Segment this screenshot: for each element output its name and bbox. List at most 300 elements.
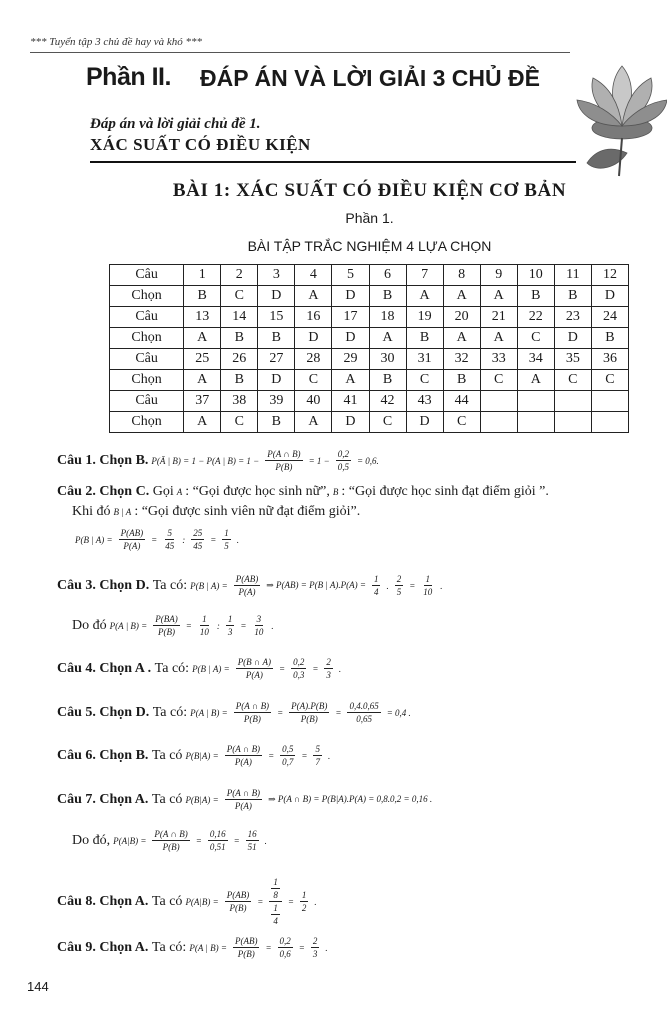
denominator: 0,7 [282,757,294,767]
row-header-cell: Câu [110,349,184,370]
table-cell: A [517,370,554,391]
table-cell: A [480,328,517,349]
fraction [225,890,252,913]
fraction [347,701,380,724]
table-cell: D [332,286,369,307]
formula-text: = [210,534,217,545]
table-cell: A [480,286,517,307]
denominator: 0,65 [356,714,372,724]
formula-text: . [314,896,317,907]
denominator: 5 [224,541,229,551]
table-cell: C [480,370,517,391]
numerator: 1 [227,614,233,624]
fraction [395,574,404,597]
table-cell: B [406,328,443,349]
formula-text: = [185,620,192,631]
table-cell [480,391,517,412]
denominator [269,902,282,926]
formula-text: . [386,580,389,591]
table-cell: 17 [332,307,369,328]
fraction [198,614,211,637]
numerator: 0,2 [279,936,291,946]
table-cell [591,412,628,433]
table-cell: 29 [332,349,369,370]
denominator: P(A) [234,801,252,811]
book-header: *** Tuyển tập 3 chủ đề hay và khó *** [30,36,202,48]
answer-label: Câu 6. Chọn B. [57,747,149,763]
numerator: 1 [273,903,278,913]
denominator: P(A) [245,670,263,680]
formula-text: = [151,534,158,545]
formula-text: = [409,580,416,591]
section-title: Phần 1. [345,210,394,226]
table-cell: A [184,328,221,349]
table-cell: A [332,370,369,391]
denominator: P(B) [162,842,180,852]
denominator: 8 [273,890,278,900]
table-cell: 19 [406,307,443,328]
fraction [222,528,231,551]
table-cell: B [258,328,295,349]
table-cell: D [332,412,369,433]
numerator: 2 [326,657,331,667]
table-cell: 15 [258,307,295,328]
table-cell [591,391,628,412]
numerator: P(A ∩ B) [226,788,261,798]
formula-text: P(B | A) = [75,534,113,545]
answer-6 [57,744,333,767]
formula-text: = [287,896,294,907]
answer-2 [57,484,549,500]
fraction [163,528,176,551]
formula-text: = [265,942,272,953]
row-header-cell: Chọn [110,286,184,307]
table-cell: 8 [443,265,480,286]
denominator: P(A) [123,541,141,551]
table-cell: C [221,412,258,433]
table-cell: A [295,286,332,307]
exercise-title: BÀI TẬP TRẮC NGHIỆM 4 LỰA CHỌN [247,238,492,254]
numerator: 5 [167,528,172,538]
table-cell: B [184,286,221,307]
formula-text: = [268,750,275,761]
table-row [110,391,629,412]
table-cell: 1 [184,265,221,286]
table-cell: B [221,370,258,391]
table-row [110,349,629,370]
table-cell: 25 [184,349,221,370]
fraction [236,657,273,680]
table-cell: 28 [295,349,332,370]
lesson-title: BÀI 1: XÁC SUẤT CÓ ĐIỀU KIỆN CƠ BẢN [172,180,567,201]
formula-text: = 0,4 . [386,707,411,718]
formula-text: P(B|A) = [185,794,219,805]
formula-text: = [257,896,264,907]
numerator: 25 [193,528,203,538]
numerator: P(A ∩ B) [267,449,301,459]
answer-7 [57,788,435,811]
numerator: 1 [425,574,431,584]
formula-text: . [325,942,328,953]
numerator: P(AB) [235,574,259,584]
denominator: 0,51 [209,842,226,852]
table-cell: 33 [480,349,517,370]
table-cell [554,412,591,433]
table-cell: 16 [295,307,332,328]
table-cell: C [517,328,554,349]
numerator: 3 [256,614,262,624]
fraction [225,744,262,767]
text: Do đó [72,617,107,633]
text: : “Gọi được học sinh đạt điểm giỏi ”. [341,484,549,499]
table-cell: 37 [184,391,221,412]
table-cell: 23 [554,307,591,328]
fraction [234,701,271,724]
table-cell [517,391,554,412]
page-number: 144 [27,979,49,994]
denominator: 7 [315,757,320,767]
formula-text: = [335,707,342,718]
row-header-cell: Câu [110,265,184,286]
table-cell [480,412,517,433]
numerator: 0,2 [293,657,305,667]
table-cell: 22 [517,307,554,328]
table-cell: 39 [258,391,295,412]
row-header-cell: Chọn [110,412,184,433]
variable: B [332,487,339,497]
denominator: P(B) [275,462,293,472]
formula-text: . [327,750,331,761]
fraction [225,788,262,811]
answer-2-line2 [72,504,360,520]
formula-text: P(B | A) = [190,580,228,591]
denominator: P(B) [158,627,175,637]
table-cell: 36 [591,349,628,370]
formula-text: P(A | B) = [189,942,227,953]
table-cell: D [332,328,369,349]
fraction [271,877,280,900]
denominator: P(B) [237,949,255,959]
text: Ta có [151,747,183,763]
table-cell: A [443,328,480,349]
table-cell: B [517,286,554,307]
table-cell: A [406,286,443,307]
table-cell: B [554,286,591,307]
numerator: 0,2 [337,449,349,459]
formula-text: = [277,707,284,718]
table-cell: 5 [332,265,369,286]
denominator: 10 [423,587,433,597]
fraction [153,614,180,637]
formula-text: = [279,663,286,674]
answer-1 [57,449,382,472]
table-cell: A [443,286,480,307]
denominator: P(A) [238,587,256,597]
fraction [336,449,351,472]
table-cell: C [591,370,628,391]
text: Ta có [151,791,183,807]
formula-text: P(B|A) = [185,750,219,761]
numerator: 2 [396,574,402,584]
table-cell: 30 [369,349,406,370]
answer-label: Câu 4. Chọn A . [57,660,152,676]
answer-label: Câu 5. Chọn D. [57,704,150,720]
text: Ta có: [151,939,187,955]
formula-text: . [440,580,443,591]
answer-8 [57,877,320,926]
table-row [110,265,629,286]
fraction [280,744,295,767]
table-cell: B [221,328,258,349]
numerator: P(AB) [234,936,258,946]
fraction [289,701,329,724]
denominator: 0,3 [293,670,305,680]
table-cell: 26 [221,349,258,370]
fraction [300,890,309,913]
denominator: 0,6 [279,949,291,959]
fraction [233,936,260,959]
denominator: 4 [373,587,379,597]
fraction [311,936,320,959]
table-cell [554,391,591,412]
table-cell: 4 [295,265,332,286]
table-cell: 7 [406,265,443,286]
table-row [110,286,629,307]
table-cell: 13 [184,307,221,328]
fraction [265,449,302,472]
fraction [119,528,146,551]
text: Ta có: [152,577,188,593]
variable: A [176,487,183,497]
table-cell: C [369,412,406,433]
numerator: 1 [224,528,229,538]
table-cell: 3 [258,265,295,286]
formula-text: : [216,620,220,631]
answer-2-formula [72,528,242,551]
table-cell: 40 [295,391,332,412]
table-cell: B [443,370,480,391]
table-cell: 43 [406,391,443,412]
formula-text: P(Ā | B) = 1 − P(A | B) = 1 − [151,455,260,466]
table-cell: 31 [406,349,443,370]
formula-text: = 0,6. [356,455,379,466]
numerator: 16 [247,829,257,839]
formula-text: = [298,942,305,953]
formula-text: = [195,835,202,846]
fraction [313,744,322,767]
numerator: 5 [315,744,320,754]
formula-text: : [182,534,186,545]
table-cell: 32 [443,349,480,370]
answer-7-line2 [72,829,270,852]
text: Ta có: [154,660,190,676]
denominator: P(A) [234,757,252,767]
row-header-cell: Chọn [110,370,184,391]
denominator: 45 [165,541,175,551]
denominator: 0,5 [337,462,349,472]
table-cell: 14 [221,307,258,328]
denominator: 10 [199,627,209,637]
fraction [291,657,306,680]
fraction [226,614,235,637]
numerator: P(A ∩ B) [235,701,270,711]
table-cell: C [406,370,443,391]
table-cell: 11 [554,265,591,286]
formula-text: = [233,835,240,846]
answer-label: Câu 2. Chọn C. [57,484,150,499]
part-label: Phần II. [86,63,171,91]
table-cell: D [295,328,332,349]
denominator: 5 [396,587,402,597]
denominator: 3 [326,670,331,680]
table-cell: 38 [221,391,258,412]
table-cell: D [406,412,443,433]
topic-title: XÁC SUẤT CÓ ĐIỀU KIỆN [90,135,311,154]
formula-text: = [240,620,247,631]
numerator: P(AB) [120,528,144,538]
fraction [191,528,204,551]
row-header-cell: Câu [110,307,184,328]
denominator: P(B) [243,714,261,724]
answer-5 [57,701,414,724]
denominator: 10 [254,627,264,637]
table-cell: 27 [258,349,295,370]
denominator: 2 [301,903,307,913]
denominator: 3 [312,949,318,959]
table-cell: C [443,412,480,433]
denominator: P(B) [300,714,318,724]
formula-text: = [301,750,308,761]
table-cell: B [591,328,628,349]
numerator: 0,4.0,65 [349,701,379,711]
formula-text: = 1 − [308,455,330,466]
numerator: 1 [373,574,379,584]
fraction [278,936,293,959]
fraction [252,614,265,637]
table-cell: C [221,286,258,307]
numerator: P(B ∩ A) [237,657,272,667]
numerator: P(BA) [155,614,178,624]
fraction [208,829,228,852]
answer-3-line2 [72,614,277,637]
answer-3 [57,574,446,597]
row-header-cell: Câu [110,391,184,412]
header-rule [30,52,570,53]
topic-underline [90,161,576,163]
numerator: 0,5 [282,744,294,754]
table-cell: 44 [443,391,480,412]
table-cell: 35 [554,349,591,370]
formula-text: . [236,534,240,545]
table-cell: 12 [591,265,628,286]
table-row [110,370,629,391]
table-row [110,412,629,433]
denominator: 3 [227,627,233,637]
table-row [110,328,629,349]
table-cell: 6 [369,265,406,286]
fraction [372,574,381,597]
table-cell: 34 [517,349,554,370]
numerator [269,877,282,902]
denominator: 4 [273,916,278,926]
table-cell: 21 [480,307,517,328]
numerator: 1 [202,614,207,624]
subtitle: Đáp án và lời giải chủ đề 1. [90,116,261,132]
numerator: P(A ∩ B) [154,829,188,839]
formula-text: P(A|B) = [113,835,147,846]
answer-label: Câu 1. Chọn B. [57,452,149,468]
table-cell [517,412,554,433]
numerator: 2 [312,936,318,946]
variable: B | A [113,507,132,517]
fraction [234,574,261,597]
formula-text: . [271,620,274,631]
numerator: 1 [301,890,307,900]
part-title: ĐÁP ÁN VÀ LỜI GIẢI 3 CHỦ ĐỀ [200,65,540,91]
fraction [152,829,189,852]
fraction [421,574,434,597]
numerator: P(A ∩ B) [226,744,261,754]
row-header-cell: Chọn [110,328,184,349]
formula-text: P(A|B) = [185,896,219,907]
table-cell: C [554,370,591,391]
table-cell: 41 [332,391,369,412]
lotus-decoration-icon [567,58,667,178]
text: : “Gọi được học sinh nữ”, [185,484,330,499]
text: Khi đó [72,504,111,519]
compound-fraction [269,877,282,926]
formula-text: ⇒ P(AB) = P(B | A).P(A) = [266,580,366,590]
text: : “Gọi được sinh viên nữ đạt điểm giỏi”. [134,504,361,519]
table-cell: A [184,412,221,433]
table-cell: 10 [517,265,554,286]
formula-text: ⇒ P(A ∩ B) = P(B|A).P(A) = 0,8.0,2 = 0,16 . [268,794,433,804]
fraction [271,903,280,926]
fraction [246,829,259,852]
numerator: P(AB) [226,890,250,900]
table-cell: D [591,286,628,307]
denominator: 51 [247,842,257,852]
numerator: 1 [273,877,278,887]
answer-table [109,264,629,433]
table-row [110,307,629,328]
table-cell: 2 [221,265,258,286]
formula-text: . [338,663,342,674]
answer-9 [57,936,331,959]
text: Ta có [151,893,183,909]
answer-label: Câu 7. Chọn A. [57,791,149,807]
table-cell: 42 [369,391,406,412]
text: Gọi [152,484,174,499]
denominator: P(B) [229,903,247,913]
table-cell: D [554,328,591,349]
formula-text: P(A | B) = [190,707,228,718]
formula-text: . [264,835,267,846]
formula-text: P(A | B) = [109,620,148,631]
table-cell: B [369,370,406,391]
table-cell: B [369,286,406,307]
answer-label: Câu 9. Chọn A. [57,939,149,955]
answer-label: Câu 3. Chọn D. [57,577,150,593]
table-cell: A [295,412,332,433]
table-cell: 24 [591,307,628,328]
denominator: 45 [193,541,203,551]
table-cell: 18 [369,307,406,328]
table-cell: 9 [480,265,517,286]
table-cell: A [184,370,221,391]
answer-4 [57,657,344,680]
numerator: P(A).P(B) [291,701,328,711]
